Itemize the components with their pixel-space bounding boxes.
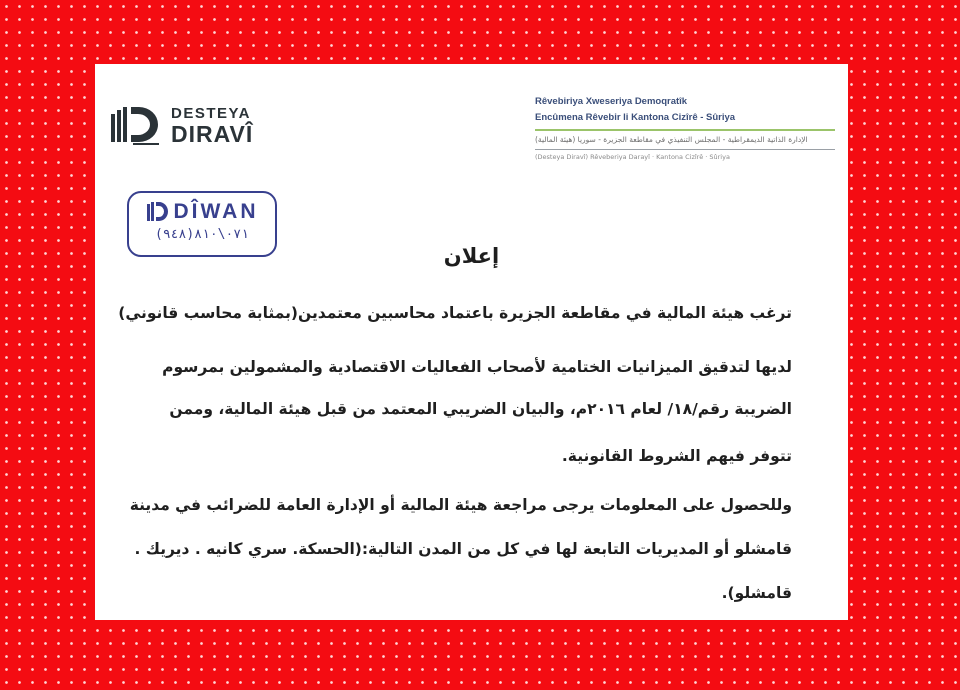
letterhead-line-1: Rêvebiriya Xweseriya Demoqratîk xyxy=(535,96,688,107)
body-line-4: تتوفر فيهم الشروط القانونية. xyxy=(561,447,792,465)
letterhead-divider-green xyxy=(535,129,835,131)
body-line-3: الضريبة رقم/١٨/ لعام ٢٠١٦م، والبيان الضريبي المعتمد من قبل هيئة المالية، وممن xyxy=(169,400,792,418)
diwan-logo-icon xyxy=(146,200,168,224)
letterhead-divider-dark xyxy=(535,149,835,150)
body-line-6: قامشلو أو المديريات التابعة لها في كل من المدن التالية:(الحسكة. سري كانيه . ديريك . xyxy=(134,540,792,558)
body-line-2: لديها لتدقيق الميزانيات الختامية لأصحاب الفعاليات الاقتصادية والمشمولين بمرسوم xyxy=(162,358,792,376)
stamp-number: (٩٤٨)٠٧١\٨١٠ xyxy=(155,227,249,242)
document-sheet xyxy=(95,64,848,620)
desteya-logo-icon xyxy=(109,104,165,148)
letterhead-line-3: الإدارة الذاتية الديمقراطية - المجلس التنفيذي في مقاطعة الجزيرة - سوريا (هيئة المالية) xyxy=(535,135,808,144)
body-line-1: ترغب هيئة المالية في مقاطعة الجزيرة باعتماد محاسبين معتمدين(بمثابة محاسب قانوني) xyxy=(118,304,792,322)
body-line-7: قامشلو). xyxy=(721,584,792,602)
logo-line-2: DIRAVÎ xyxy=(171,121,254,147)
letterhead-right xyxy=(535,96,835,161)
announcement-title: إعلان xyxy=(443,244,500,268)
stamp-word: DÎWAN xyxy=(173,200,259,223)
body-line-5: وللحصول على المعلومات يرجى مراجعة هيئة المالية أو الإدارة العامة للضرائب في مدينة xyxy=(129,496,792,514)
letterhead-line-2: Encûmena Rêvebir li Kantona Cizîrê - Sûriya xyxy=(535,112,736,123)
desteya-logo xyxy=(109,104,253,148)
logo-line-1: DESTEYA xyxy=(171,105,251,122)
letterhead-line-4: (Desteya Diravî) Rêveberiya Darayî · Kantona Cizîrê · Sûriya xyxy=(535,153,730,161)
